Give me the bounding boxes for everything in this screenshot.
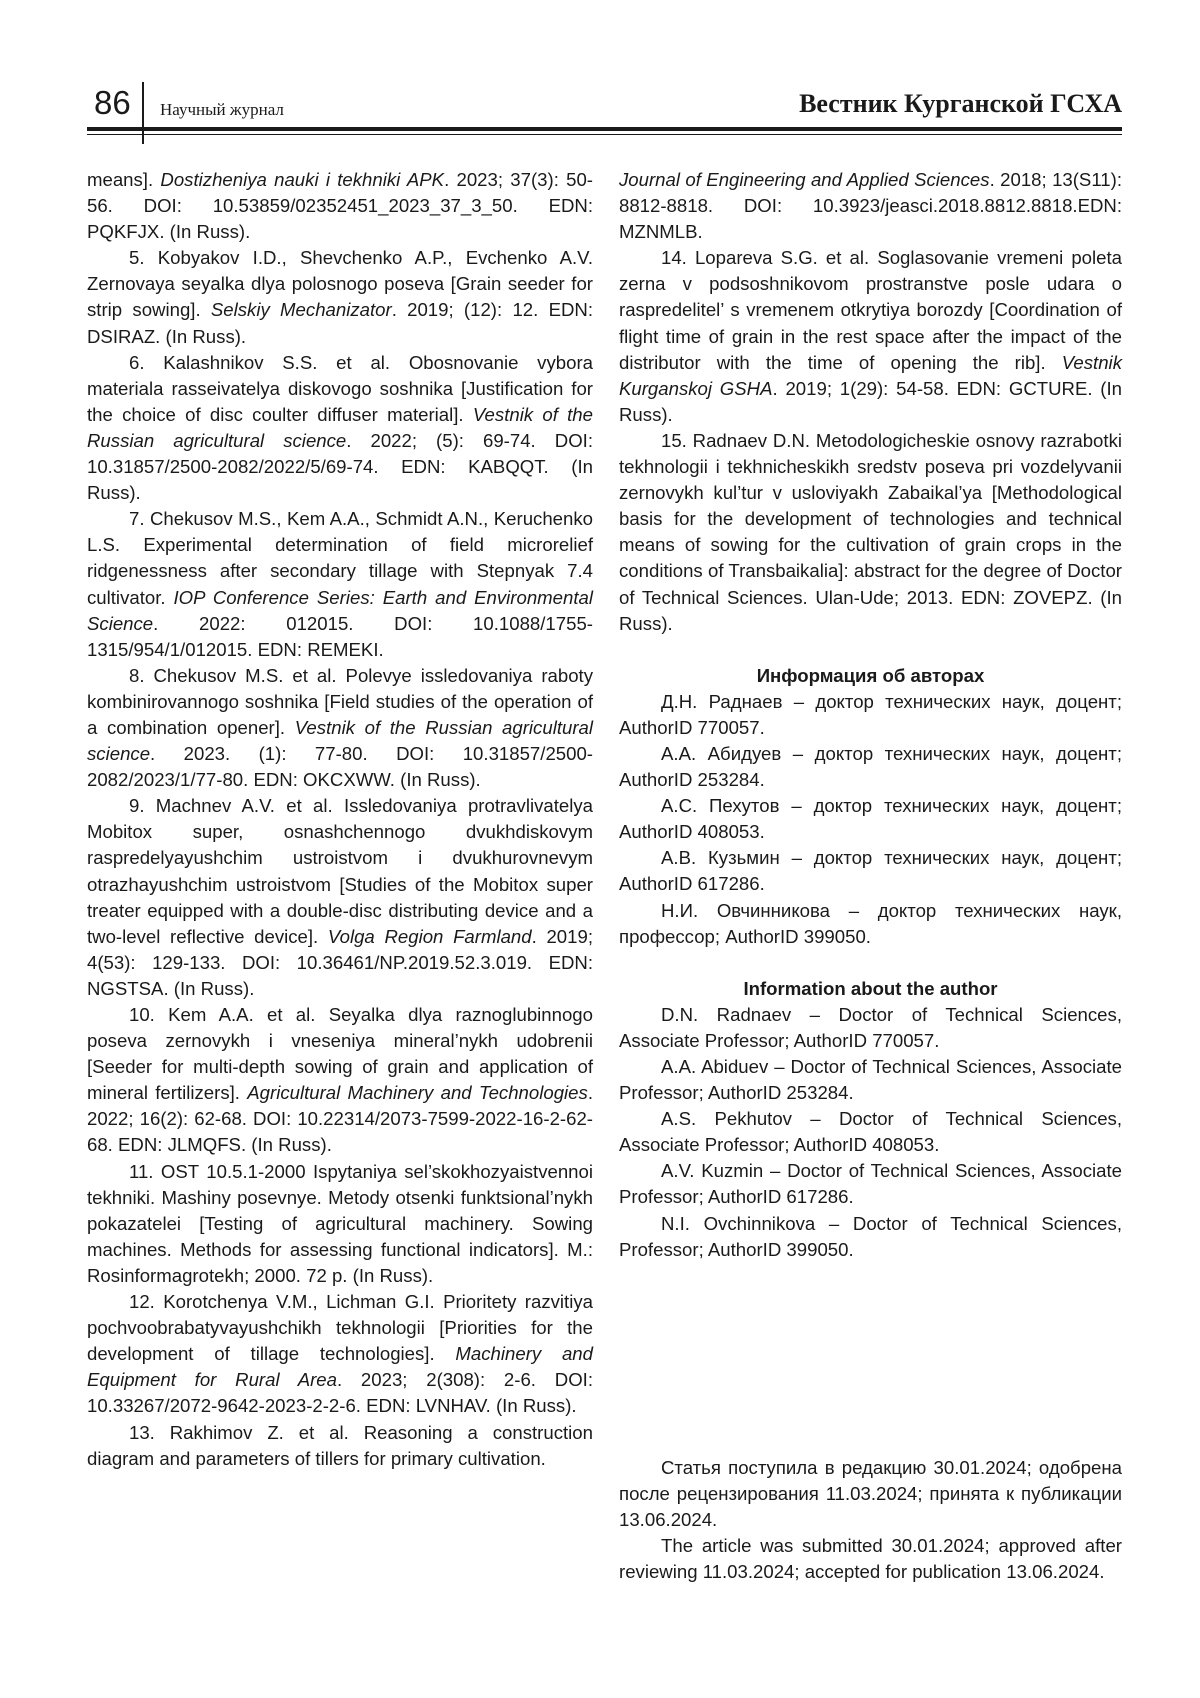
reference-item: 15. Radnaev D.N. Metodologicheskie osnovy razrabotki tekhnologii i tekhnicheskikh sredstv poseva pri vozdelyvanii zernovykh kul’tur v usloviyakh Zabaikal’ya [Methodological basis for the development of technologies and technical means of sowing for the cultivation of grain crops in the conditions of Transbaikalia]: abstract for the degree of Doctor of Technical Sciences. Ulan-Ude; 2013. EDN: ZOVEPZ. (In Russ). bbox=[619, 429, 1122, 634]
article-dates-en: The article was submitted 30.01.2024; approved after reviewing 11.03.2024; accepted for publication 13.06.2024. bbox=[619, 1535, 1122, 1583]
author-en-item: A.A. Abiduev – Doctor of Technical Sciences, Associate Professor; AuthorID 253284. bbox=[619, 1056, 1122, 1104]
author-en-item: A.S. Pekhutov – Doctor of Technical Sciences, Associate Professor; AuthorID 408053. bbox=[619, 1108, 1122, 1156]
author-ru-item: Д.Н. Раднаев – доктор технических наук, доцент; AuthorID 770057. bbox=[619, 690, 1122, 738]
article-dates bbox=[619, 1455, 1122, 1585]
reference-item: 6. Kalashnikov S.S. et al. Obosnovanie vybora materiala rasseivatelya diskovogo soshnika [Justification for the choice of disc coulter diffuser material]. Vestnik of the Russian agricultural science. 2022; (5): 69-74. DOI: 10.31857/2500-2082/2022/5/69-74. EDN: KABQQT. (In Russ). bbox=[87, 351, 593, 504]
author-en-item: N.I. Ovchinnikova – Doctor of Technical Sciences, Professor; AuthorID 399050. bbox=[619, 1212, 1122, 1260]
journal-name: Вестник Курганской ГСХА bbox=[799, 89, 1122, 118]
author-ru-item: А.В. Кузьмин – доктор технических наук, доцент; AuthorID 617286. bbox=[619, 847, 1122, 895]
right-column bbox=[619, 167, 1122, 1263]
reference-item: 14. Lopareva S.G. et al. Soglasovanie vremeni poleta zerna v podsoshnikovom prostranstve posle udara o raspredelitel’ s vremenem otkrytiya borozdy [Coordination of flight time of grain in the rest space after the impact of the distributor with the time of opening the rib]. Vestnik Kurganskoj GSHA. 2019; 1(29): 54-58. EDN: GCTURE. (In Russ). bbox=[619, 247, 1123, 425]
reference-item: 13. Rakhimov Z. et al. Reasoning a construction diagram and parameters of tillers for primary cultivation. bbox=[87, 1421, 593, 1469]
header-rule-thick bbox=[87, 127, 1122, 131]
reference-item: 12. Korotchenya V.M., Lichman G.I. Prioritety razvitiya pochvoobrabatyvayushchikh tekhnologii [Priorities for the development of tillage technologies]. Machinery and Equipment for Rural Area. 2023; 2(308): 2-6. DOI: 10.33267/2072-9642-2023-2-2-6. EDN: LVNHAV. (In Russ). bbox=[87, 1291, 593, 1417]
article-dates-ru: Статья поступила в редакцию 30.01.2024; одобрена после рецензирования 11.03.2024; принята к публикации 13.06.2024. bbox=[619, 1457, 1122, 1531]
reference-item: 5. Kobyakov I.D., Shevchenko A.P., Evchenko A.V. Zernovaya seyalka dlya polosnogo poseva [Grain seeder for strip sowing]. Selskiy Mechanizator. 2019; (12): 12. EDN: DSIRAZ. (In Russ). bbox=[87, 247, 593, 347]
reference-item: 11. OST 10.5.1-2000 Ispytaniya sel’skokhozyaistvennoi tekhniki. Mashiny posevnye. Metody otsenki funktsional’nykh pokazatelei [Testing of agricultural machinery. Sowing machines. Methods for assessing functional indicators]. M.: Rosinformagrotekh; 2000. 72 p. (In Russ). bbox=[87, 1160, 593, 1286]
references-left-column bbox=[87, 167, 593, 1472]
header-rule-thin bbox=[87, 134, 1122, 135]
authors-en-title: Information about the author bbox=[743, 977, 998, 999]
reference-item: means]. Dostizheniya nauki i tekhniki APK. 2023; 37(3): 50-56. DOI: 10.53859/02352451_2023_37_3_50. EDN: PQKFJX. (In Russ). bbox=[87, 169, 593, 243]
author-ru-item: А.А. Абидуев – доктор технических наук, доцент; AuthorID 253284. bbox=[619, 742, 1122, 791]
authors-ru-title: Информация об авторах bbox=[756, 664, 985, 686]
reference-item: Journal of Engineering and Applied Sciences. 2018; 13(S11): 8812-8818. DOI: 10.3923/jeasci.2018.8812.8818.EDN: MZNMLB. bbox=[619, 169, 1122, 243]
author-ru-item: Н.И. Овчинникова – доктор технических наук, профессор; AuthorID 399050. bbox=[619, 899, 1122, 947]
reference-item: 10. Kem A.A. et al. Seyalka dlya raznoglubinnogo poseva zernovykh i vneseniya mineral’nykh udobrenii [Seeder for multi-depth sowing of grain and application of mineral fertilizers]. Agricultural Machinery and Technologies. 2022; 16(2): 62-68. DOI: 10.22314/2073-7599-2022-16-2-62-68. EDN: JLMQFS. (In Russ). bbox=[87, 1004, 593, 1156]
reference-item: 8. Chekusov M.S. et al. Polevye issledovaniya raboty kombinirovannogo soshnika [Field studies of the operation of a combination opener]. Vestnik of the Russian agricultural science. 2023. (1): 77-80. DOI: 10.31857/2500-2082/2023/1/77-80. EDN: OKCXWW. (In Russ). bbox=[87, 664, 593, 791]
reference-item: 9. Machnev A.V. et al. Issledovaniya protravlivatelya Mobitox super, osnashchennogo dvukhdiskovym raspredelyayushchim ustroistvom i dvukhurovnevym otrazhayushchim ustroistvom [Studies of the Mobitox super treater equipped with a double-disc distributing device and a two-level reflective device]. Volga Region Farmland. 2019; 4(53): 129-133. DOI: 10.36461/NP.2019.52.3.019. EDN: NGSTSA. (In Russ). bbox=[87, 795, 593, 999]
author-ru-item: А.С. Пехутов – доктор технических наук, доцент; AuthorID 408053. bbox=[619, 795, 1122, 843]
author-en-item: A.V. Kuzmin – Doctor of Technical Sciences, Associate Professor; AuthorID 617286. bbox=[619, 1160, 1122, 1208]
page-number: 86 bbox=[94, 84, 131, 121]
reference-item: 7. Chekusov M.S., Kem A.A., Schmidt A.N., Keruchenko L.S. Experimental determination of field microrelief ridgenessness after secondary tillage with Stepnyak 7.4 cultivator. IOP Conference Series: Earth and Environmental Science. 2022: 012015. DOI: 10.1088/1755-1315/954/1/012015. EDN: REMEKI. bbox=[87, 508, 593, 660]
author-en-item: D.N. Radnaev – Doctor of Technical Sciences, Associate Professor; AuthorID 770057. bbox=[619, 1003, 1122, 1051]
journal-label: Научный журнал bbox=[160, 100, 284, 119]
